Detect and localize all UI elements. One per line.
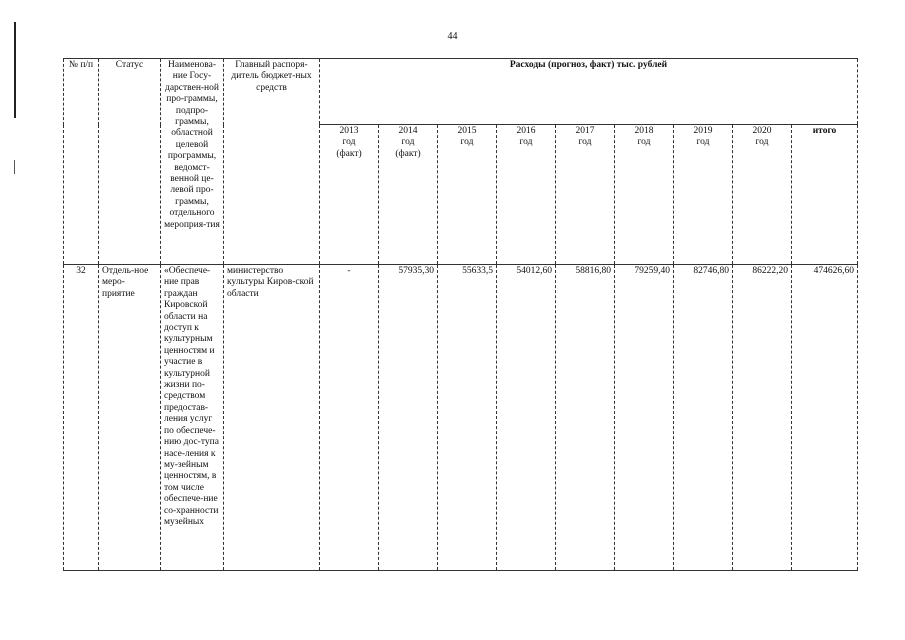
year-header-2013: 2013 год (факт): [320, 125, 379, 265]
total-header: итого: [792, 125, 858, 265]
row-status: Отдель-ное меро-приятие: [99, 265, 161, 571]
year-header-2014: 2014 год (факт): [379, 125, 438, 265]
header-name: Наименова-ние Госу-дарствен-ной про-граммы, подпро-граммы, областной целевой программы, ведомст-венной це-левой про-граммы, отдельного мероприя-тия: [161, 59, 224, 265]
value-2014: 57935,30: [379, 265, 438, 571]
value-2013: -: [320, 265, 379, 571]
header-expenses: Расходы (прогноз, факт) тыс. рублей: [320, 59, 858, 125]
table-row: [64, 265, 858, 571]
row-num: 32: [64, 265, 99, 571]
year-header-2016: 2016 год: [497, 125, 556, 265]
value-2015: 55633,5: [438, 265, 497, 571]
page-number: 44: [447, 31, 458, 42]
margin-tick: [14, 160, 15, 174]
year-header-2017: 2017 год: [556, 125, 615, 265]
value-2019: 82746,80: [674, 265, 733, 571]
row-manager: министерство культуры Киров-ской области: [224, 265, 320, 571]
row-name: «Обеспече-ние прав граждан Кировской области на доступ к культурным ценностям и участие в культурной жизни по-средством предостав-ления услуг по обеспече-нию дос-тупа насе-ления к му-зейным ценностям, в том числе обеспече-ние со-хранности музейных: [161, 265, 224, 571]
value-2018: 79259,40: [615, 265, 674, 571]
value-2016: 54012,60: [497, 265, 556, 571]
budget-table: [63, 58, 858, 571]
year-header-2019: 2019 год: [674, 125, 733, 265]
year-header-2020: 2020 год: [733, 125, 792, 265]
value-2017: 58816,80: [556, 265, 615, 571]
header-status: Статус: [99, 59, 161, 265]
value-total: 474626,60: [792, 265, 858, 571]
header-row: [64, 59, 858, 125]
year-header-2015: 2015 год: [438, 125, 497, 265]
header-num: № п/п: [64, 59, 99, 265]
value-2020: 86222,20: [733, 265, 792, 571]
year-header-2018: 2018 год: [615, 125, 674, 265]
header-manager: Главный распоря-дитель бюджет-ных средств: [224, 59, 320, 265]
